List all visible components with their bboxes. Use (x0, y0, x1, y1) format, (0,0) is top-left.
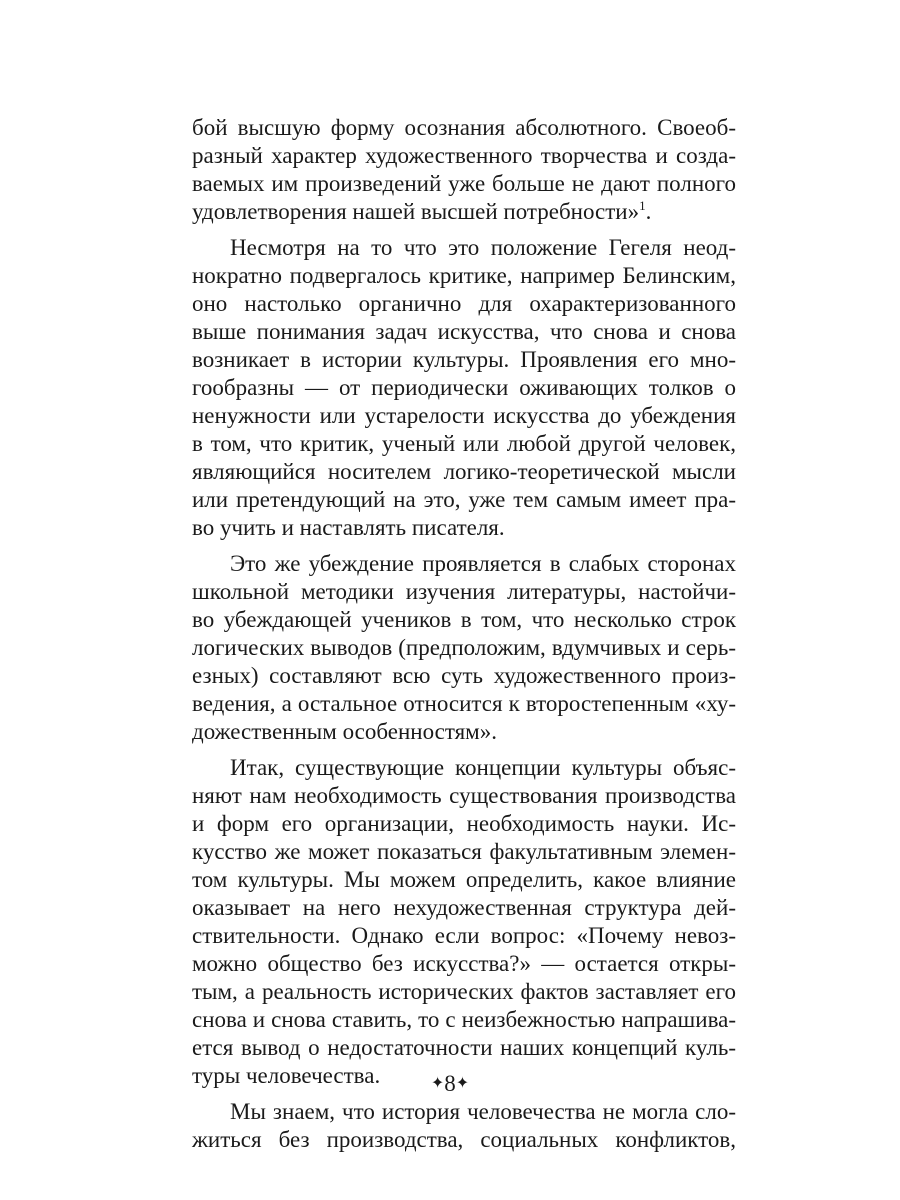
page-folio (0, 1071, 900, 1097)
text-line: во убеждающей учеников в том, что несколько строк (192, 607, 736, 632)
paragraph-gap (192, 542, 736, 550)
text-line: Итак, существующие концепции культуры объяс- (230, 755, 736, 780)
paragraph (192, 114, 736, 226)
text-line: снова и снова ставить, то с неизбежностью напрашива- (192, 1007, 736, 1032)
paragraph (192, 550, 736, 746)
text-line: во учить и наставлять писателя. (192, 515, 505, 540)
text-line: ваемых им произведений уже больше не дают полного (192, 171, 736, 196)
text-line: дожественным особенностям». (192, 719, 497, 744)
text-line: можно общество без искусства?» — остается откры- (192, 951, 736, 976)
text-line: бой высшую форму осознания абсолютного. Своеоб- (192, 115, 736, 140)
paragraph (192, 1098, 736, 1154)
paragraph (192, 754, 736, 1090)
text-line: или претендующий на это, уже тем самым имеет пра- (192, 487, 736, 512)
text-line: том культуры. Мы можем определить, какое влияние (192, 867, 736, 892)
text-line: ется вывод о недостаточности наших концепций куль- (192, 1035, 736, 1060)
trailing-punctuation: . (645, 199, 652, 224)
text-line: оказывает на него нехудожественная структура дей- (192, 895, 736, 920)
paragraph (192, 234, 736, 542)
paragraph-gap (192, 226, 736, 234)
text-line: являющийся носителем логико-теоретической мысли (192, 459, 736, 484)
footnote-marker: 1 (639, 198, 646, 213)
page-number: 8 (444, 1071, 456, 1096)
body-text (192, 114, 736, 1154)
text-line: выше понимания задач искусства, что снова и снова (192, 319, 736, 344)
text-line: тым, а реальность исторических фактов заставляет его (192, 979, 736, 1004)
text-line: няют нам необходимость существования производства (192, 783, 736, 808)
text-line: школьной методики изучения литературы, настойчи- (192, 579, 736, 604)
text-line: Это же убеждение проявляется в слабых сторонах (230, 551, 736, 576)
text-line: в том, что критик, ученый или любой другой человек, (192, 431, 736, 456)
text-line: житься без производства, социальных конфликтов, (192, 1127, 736, 1152)
text-line: удовлетворения нашей высшей потребности»$^1$. (192, 198, 652, 224)
text-line: Несмотря на то что это положение Гегеля неод- (230, 235, 736, 260)
text-line: возникает в истории культуры. Проявления его мно- (192, 347, 736, 372)
paragraph-gap (192, 746, 736, 754)
text-line: оно настолько органично для охарактеризованного (192, 291, 736, 316)
text-line: Мы знаем, что история человечества не могла сло- (230, 1099, 736, 1124)
text-line: гообразны — от периодически оживающих толков о (192, 375, 736, 400)
text-line: туры человечества. (192, 1063, 381, 1088)
text-line: ненужности или устарелости искусства до убеждения (192, 403, 736, 428)
text-line: ствительности. Однако если вопрос: «Почему невоз- (192, 923, 736, 948)
ornament-right-icon: ✦ (455, 1075, 470, 1092)
text-line: кусство же может показаться факультативным элемен- (192, 839, 736, 864)
text-line: езных) составляют всю суть художественного произ- (192, 663, 736, 688)
text-line: логических выводов (предположим, вдумчивых и серь- (192, 635, 736, 660)
text-line: разный характер художественного творчества и созда- (192, 143, 736, 168)
text-line: нократно подвергалось критике, например Белинским, (192, 263, 736, 288)
text-line: и форм его организации, необходимость науки. Ис- (192, 811, 736, 836)
ornament-left-icon: ✦ (430, 1075, 445, 1092)
text-line: ведения, а остальное относится к второстепенным «ху- (192, 691, 736, 716)
